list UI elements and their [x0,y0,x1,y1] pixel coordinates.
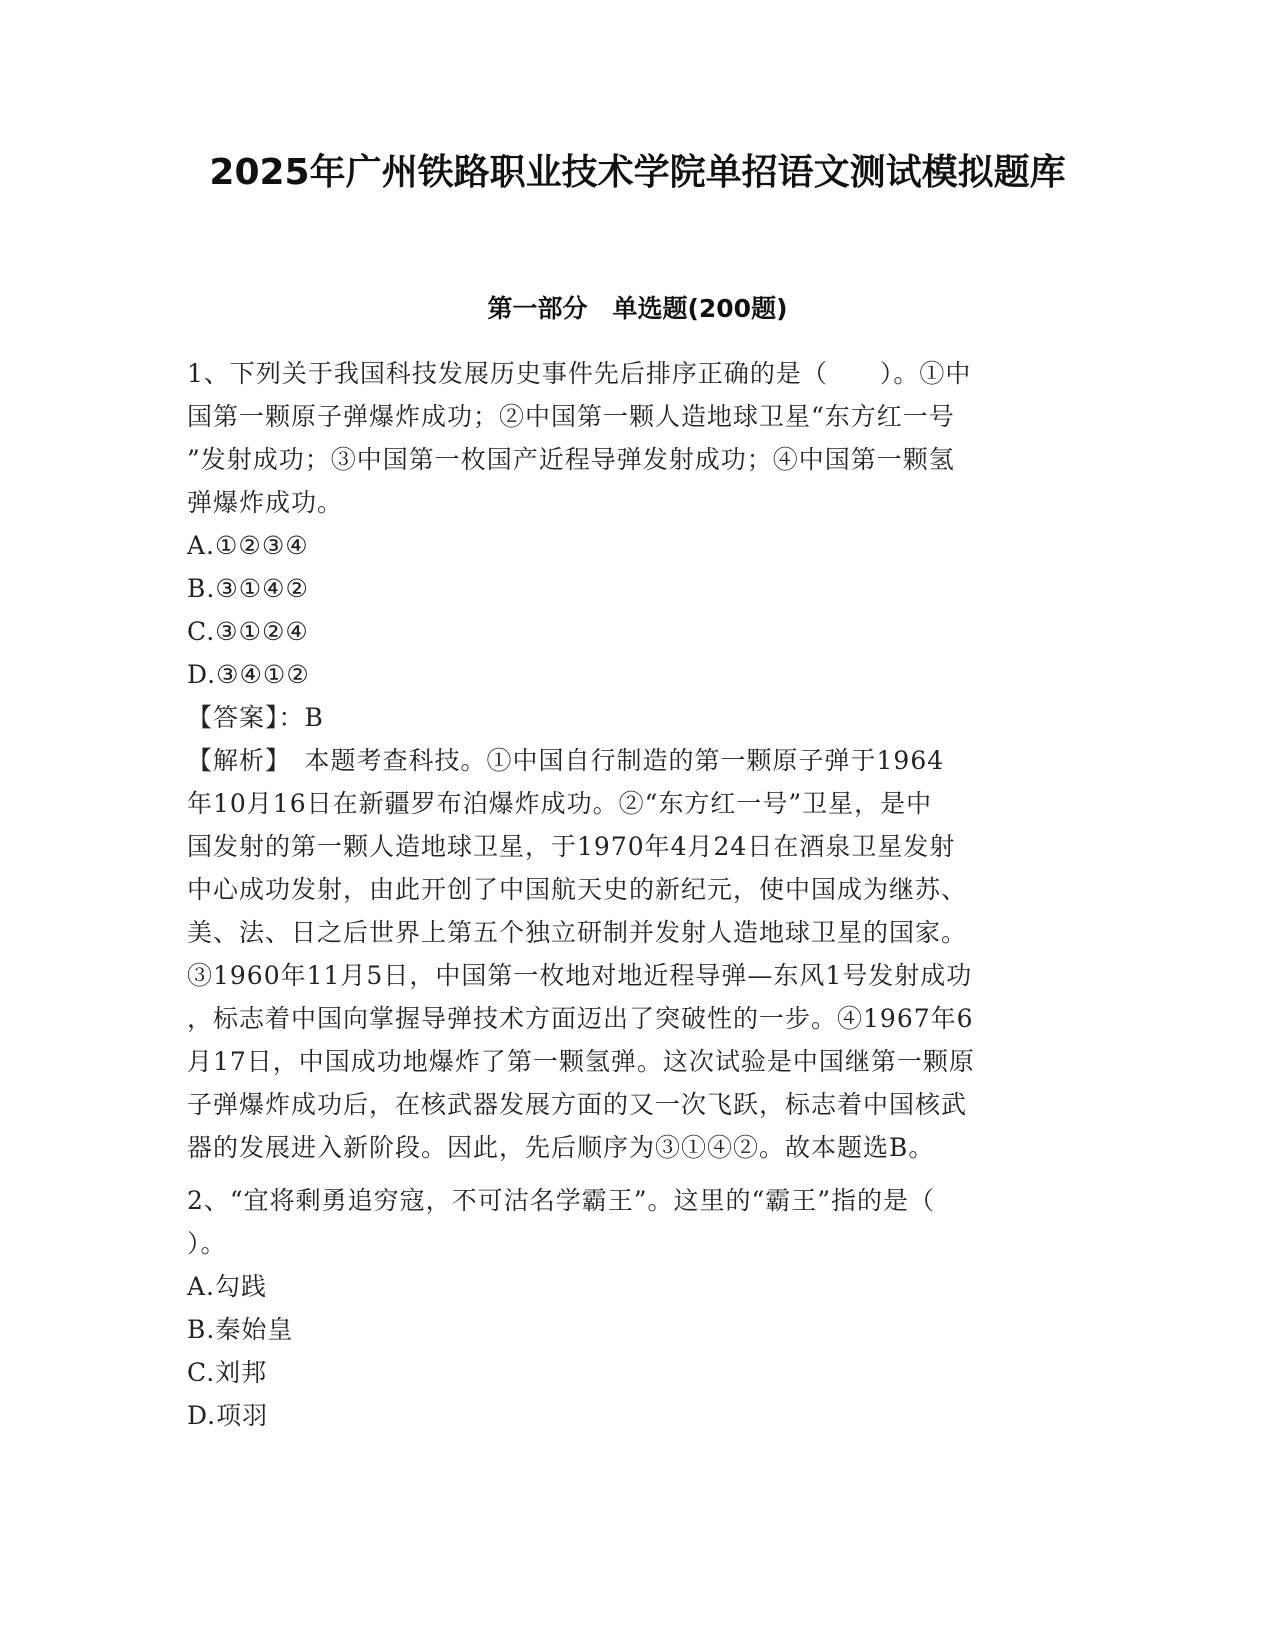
analysis-line: 美、法、日之后世界上第五个独立研制并发射人造地球卫星的国家。 [187,918,968,947]
question-stem-line: 2、“宜将剩勇追穷寇，不可沽名学霸王”。这里的“霸王”指的是（ [187,1186,936,1215]
question-stem-line: 国第一颗原子弹爆炸成功；②中国第一颗人造地球卫星“东方红一号 [187,402,955,431]
analysis-line: 【解析】 本题考查科技。①中国自行制造的第一颗原子弹于1964 [187,746,945,775]
option-d: D.③④①② [187,660,310,689]
option-c: C.③①②④ [187,617,309,646]
analysis-line: 器的发展进入新阶段。因此，先后顺序为③①④②。故本题选B。 [187,1133,935,1162]
question-content [187,352,1077,1437]
analysis-line: 子弹爆炸成功后，在核武器发展方面的又一次飞跃，标志着中国核武 [187,1090,968,1119]
question-spacer [187,1169,1077,1179]
answer-line: 【答案】：B [187,703,324,732]
document-title: 2025年广州铁路职业技术学院单招语文测试模拟题库 [209,152,1066,193]
analysis-line: 国发射的第一颗人造地球卫星，于1970年4月24日在酒泉卫星发射 [187,832,956,861]
analysis-line: 月17日，中国成功地爆炸了第一颗氢弹。这次试验是中国继第一颗原 [187,1047,975,1076]
question-2 [187,1179,1077,1437]
analysis-line: ③1960年11月5日，中国第一枚地对地近程导弹—东风1号发射成功 [187,961,973,990]
option-a: A.勾践 [187,1272,268,1301]
option-c: C.刘邦 [187,1358,268,1387]
option-d: D.项羽 [187,1401,269,1430]
option-b: B.③①④② [187,574,309,603]
section-title: 第一部分 单选题(200题) [487,294,788,323]
question-stem-line: 1、下列关于我国科技发展历史事件先后排序正确的是（ ）。①中 [187,359,972,388]
question-stem-line: 弹爆炸成功。 [187,488,344,517]
analysis-line: ，标志着中国向掌握导弹技术方面迈出了突破性的一步。④1967年6 [187,1004,974,1033]
question-stem-line: ”发射成功；③中国第一枚国产近程导弹发射成功；④中国第一颗氢 [187,445,955,474]
analysis-line: 年10月16日在新疆罗布泊爆炸成功。②“东方红一号”卫星，是中 [187,789,933,818]
question-stem-line: ）。 [187,1229,227,1258]
analysis-line: 中心成功发射，由此开创了中国航天史的新纪元，使中国成为继苏、 [187,875,968,904]
option-a: A.①②③④ [187,531,309,560]
option-b: B.秦始皇 [187,1315,294,1344]
question-1 [187,352,1077,1169]
